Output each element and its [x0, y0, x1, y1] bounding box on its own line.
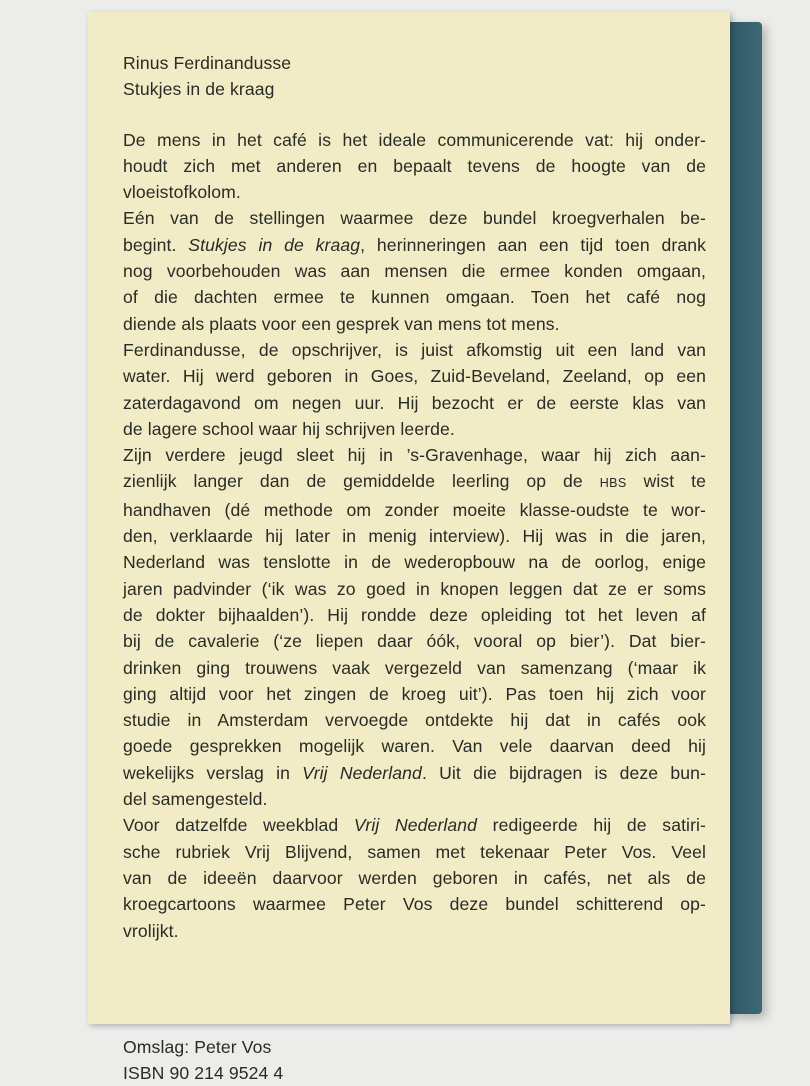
text-line — [123, 337, 706, 363]
text-segment: of die dachten ermee te kunnen omgaan. Toen het café nog — [123, 287, 706, 308]
text-segment: houdt zich met anderen en bepaalt tevens de hoogte van de — [123, 155, 706, 176]
text-segment: studie in Amsterdam vervoegde ontdekte hij dat in cafés ook — [123, 710, 706, 731]
text-line — [123, 733, 706, 759]
text-segment: redigeerde hij de satiri- — [477, 815, 706, 836]
text-line — [123, 232, 706, 258]
text-segment: Nederland was tenslotte in de wederopbouw na de oorlog, enige — [123, 552, 706, 573]
text-line — [123, 891, 706, 917]
text-line — [123, 311, 706, 337]
text-segment: jaren padvinder (‘ik was zo goed in knopen leggen dat ze er soms — [123, 578, 706, 599]
text-segment: vloeistofkolom. — [123, 182, 241, 203]
text-segment: water. Hij werd geboren in Goes, Zuid-Beveland, Zeeland, op een — [123, 366, 706, 387]
text-line — [123, 153, 706, 179]
text-segment: wist te — [626, 471, 706, 492]
text-segment: drinken ging trouwens vaak vergezeld van samenzang (‘maar ik — [123, 657, 706, 678]
text-line — [123, 258, 706, 284]
paragraph — [123, 127, 706, 206]
text-segment: Zijn verdere jeugd sleet hij in ’s-Gravenhage, waar hij zich aan- — [123, 445, 706, 466]
text-segment: Eén van de stellingen waarmee deze bundel kroegverhalen be- — [123, 208, 706, 229]
text-segment: zaterdagavond om negen uur. Hij bezocht er de eerste klas van — [123, 392, 706, 413]
text-line — [123, 681, 706, 707]
italic-title: Stukjes in de kraag — [188, 234, 361, 255]
isbn: ISBN 90 214 9524 4 — [123, 1063, 284, 1084]
text-segment: den, verklaarde hij later in menig interview). Hij was in die jaren, — [123, 526, 706, 547]
text-line — [123, 549, 706, 575]
paragraph — [123, 337, 706, 442]
text-segment: goede gesprekken mogelijk waren. Van vele daarvan deed hij — [123, 736, 706, 757]
paragraph — [123, 812, 706, 943]
text-segment: bij de cavalerie (‘ze liepen daar óók, vooral op bier’). Dat bier- — [123, 631, 706, 652]
text-segment: De mens in het café is het ideale communicerende vat: hij onder- — [123, 129, 706, 150]
text-line — [123, 363, 706, 389]
author-name: Rinus Ferdinandusse — [123, 53, 292, 73]
text-line — [123, 442, 706, 468]
text-line — [123, 628, 706, 654]
text-segment: Voor datzelfde weekblad — [123, 815, 354, 836]
text-segment: sche rubriek Vrij Blijvend, samen met tekenaar Peter Vos. Veel — [123, 841, 706, 862]
text-line — [123, 468, 706, 496]
back-cover-text — [123, 50, 706, 1086]
text-segment: handhaven (dé methode om zonder moeite klasse-oudste te wor- — [123, 499, 706, 520]
cover-credit: Omslag: Peter Vos — [123, 1036, 272, 1057]
book-title: Stukjes in de kraag — [123, 79, 275, 100]
text-line — [123, 179, 706, 205]
text-segment: zienlijk langer dan de gemiddelde leerling op de — [123, 471, 600, 492]
text-line — [123, 416, 706, 442]
text-line — [123, 839, 706, 865]
text-line — [123, 497, 706, 523]
blurb — [123, 127, 706, 944]
text-segment: diende als plaats voor een gesprek van mens tot mens. — [123, 313, 560, 334]
small-caps-abbrev: HBS — [599, 476, 627, 491]
text-segment: wekelijks verslag in — [123, 762, 303, 783]
text-segment: Ferdinandusse, de opschrijver, is juist afkomstig uit een land van — [123, 339, 706, 360]
text-segment: , herinneringen aan een tijd toen drank — [360, 234, 706, 255]
text-line — [123, 127, 706, 153]
text-segment: de dokter bijhaalden’). Hij rondde deze opleiding tot het leven af — [123, 604, 706, 625]
text-line — [123, 812, 706, 838]
text-line — [123, 865, 706, 891]
text-line — [123, 655, 706, 681]
text-segment: begint. — [123, 234, 189, 255]
text-segment: ging altijd voor het zingen de kroeg uit’). Pas toen hij zich voor — [123, 683, 706, 704]
text-segment: van de ideeën daarvoor werden geboren in cafés, net als de — [123, 867, 706, 888]
paragraph — [123, 442, 706, 812]
text-line — [123, 602, 706, 628]
text-line — [123, 760, 706, 786]
text-line — [123, 284, 706, 310]
text-line — [123, 523, 706, 549]
italic-title: Vrij Nederland — [302, 762, 422, 783]
text-line — [123, 707, 706, 733]
text-line — [123, 576, 706, 602]
text-segment: de lagere school waar hij schrijven leerde. — [123, 418, 455, 439]
text-line — [123, 205, 706, 231]
paragraph — [123, 205, 706, 336]
text-segment: del samengesteld. — [123, 789, 268, 810]
text-segment: vrolijkt. — [123, 920, 179, 941]
text-segment: kroegcartoons waarmee Peter Vos deze bundel schitterend op- — [123, 894, 706, 915]
text-segment: nog voorbehouden was aan mensen die ermee konden omgaan, — [123, 261, 706, 282]
text-segment: . Uit die bijdragen is deze bun- — [421, 762, 706, 783]
italic-title: Vrij Nederland — [353, 815, 478, 836]
text-line — [123, 390, 706, 416]
text-line — [123, 918, 706, 944]
text-line — [123, 786, 706, 812]
